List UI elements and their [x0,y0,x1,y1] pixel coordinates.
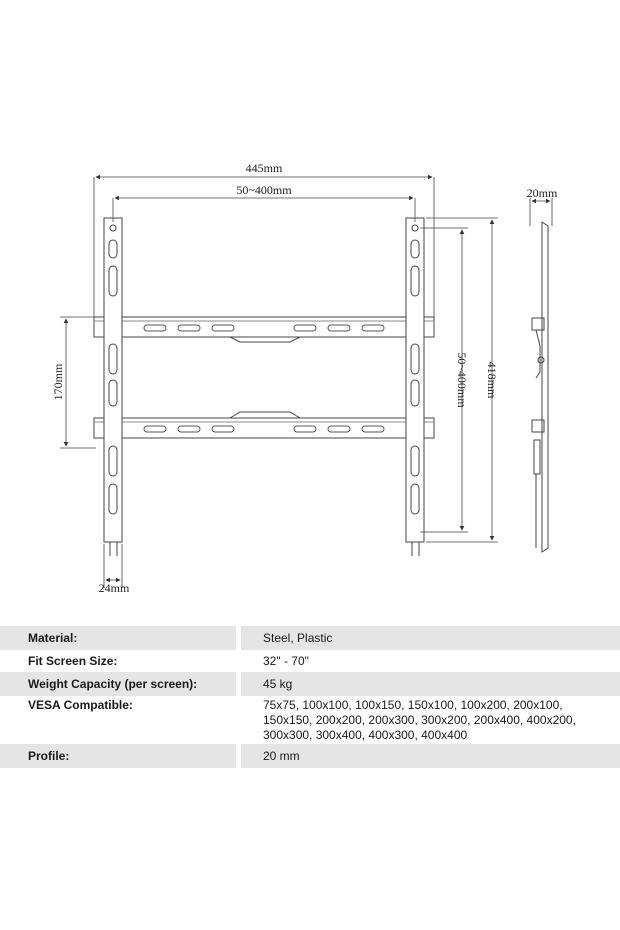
spec-row-weight [0,672,620,696]
spec-row-vesa [0,696,620,744]
spec-value: 20 mm [241,744,620,768]
dim-overall-height: 418mm [485,361,499,399]
vesa-line: 150x150, 200x200, 200x300, 300x200, 200x400, 400x200, [263,713,576,727]
spec-value [241,698,620,743]
dim-vesa-width: 50~400mm [236,183,292,197]
vesa-line: 75x75, 100x100, 100x150, 150x100, 100x200, 200x100, [263,698,563,712]
dim-overall-width: 445mm [245,161,283,175]
spec-row-profile [0,744,620,768]
spec-label: Profile: [0,744,236,768]
front-view [94,218,434,556]
spec-label: Weight Capacity (per screen): [0,672,236,696]
bottom-rail [94,418,434,438]
spec-value: Steel, Plastic [241,626,620,650]
spec-row-screen-size [0,650,620,672]
spec-label: Material: [0,626,236,650]
top-rail [94,317,434,337]
spec-value: 32" - 70" [263,654,309,668]
spec-label: VESA Compatible: [28,698,133,712]
vesa-line: 300x300, 300x400, 400x300, 400x400 [263,728,468,742]
side-view [532,222,548,552]
spec-label: Fit Screen Size: [28,654,118,668]
dim-profile: 20mm [526,186,558,200]
dim-vesa-height: 50~400mm [455,352,469,408]
dim-arm-width: 24mm [98,581,130,595]
spec-row-material [0,626,620,650]
dim-rail-spacing: 170mm [51,363,65,401]
spec-value: 45 kg [241,672,620,696]
